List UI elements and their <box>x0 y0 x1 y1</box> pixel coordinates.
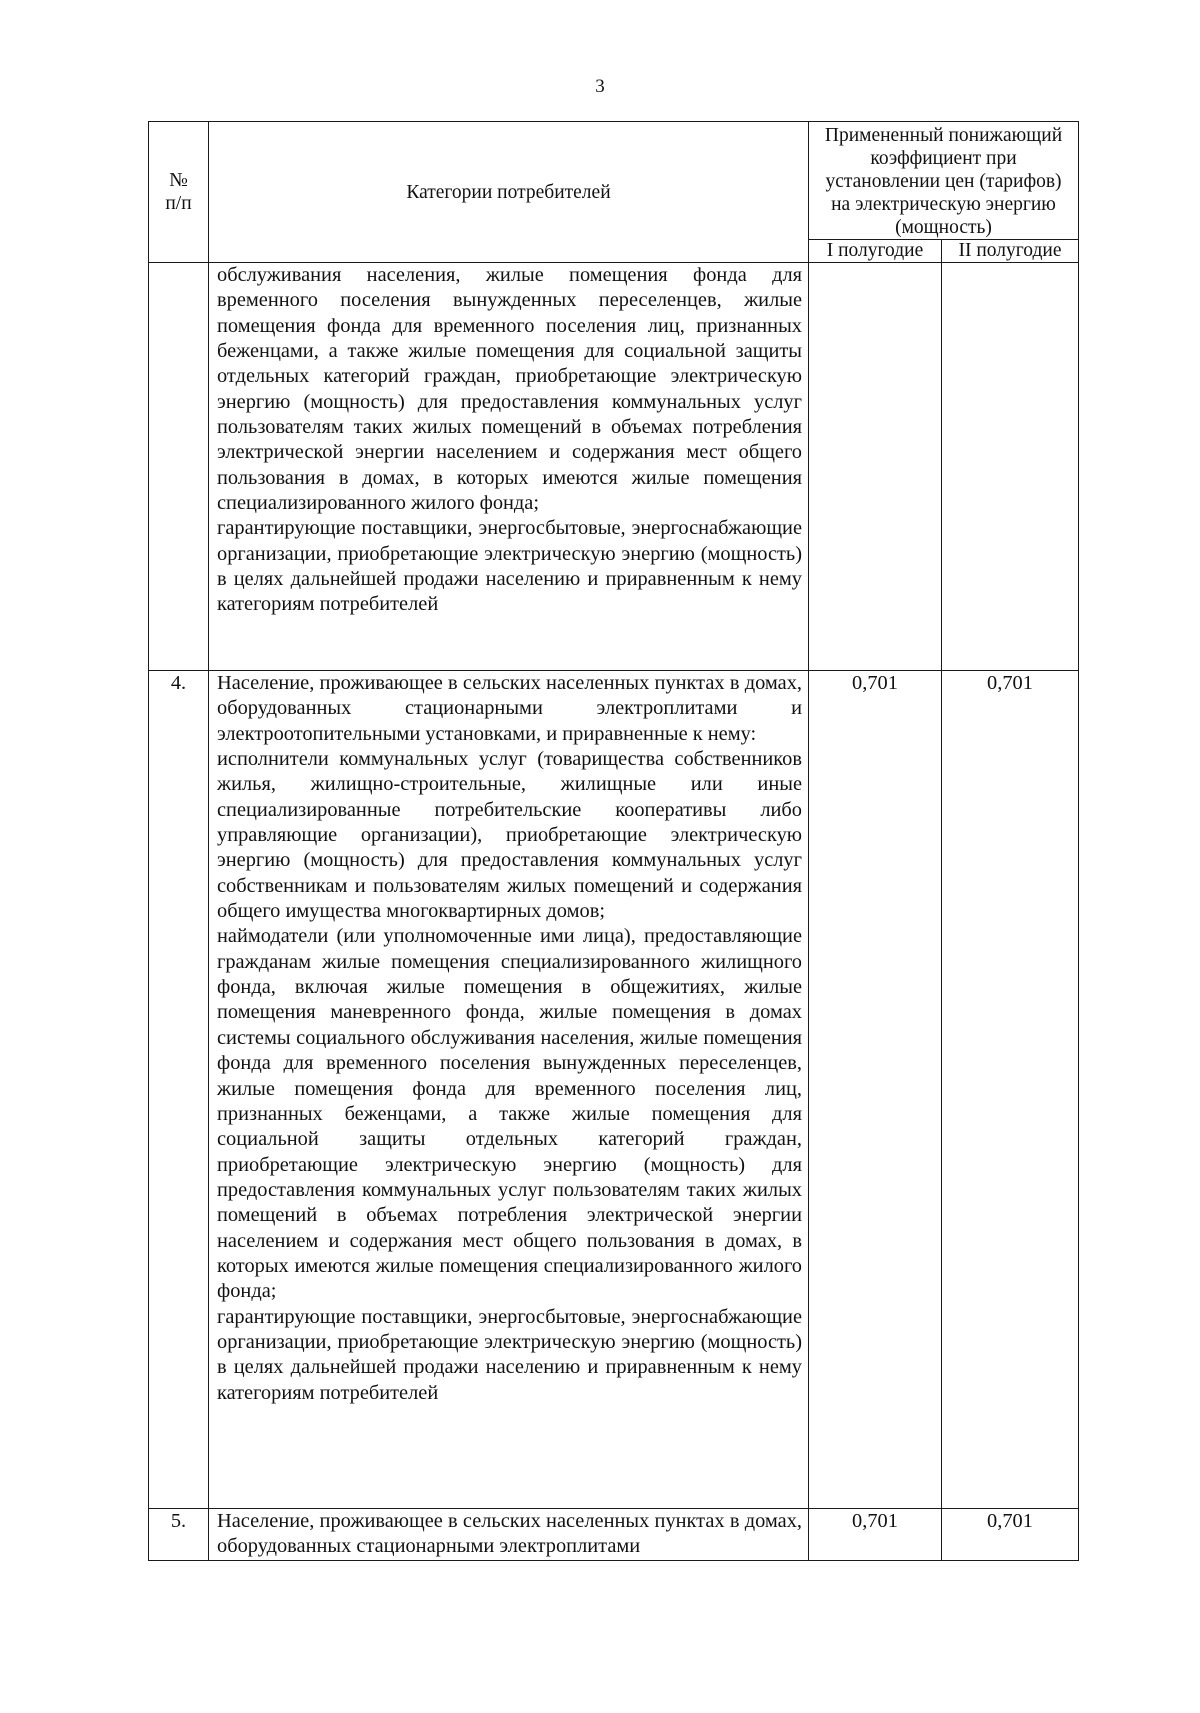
row-number <box>149 263 209 671</box>
row-number: 5. <box>149 1509 209 1561</box>
row-half2-value <box>942 263 1079 671</box>
header-half2: II полугодие <box>942 240 1079 263</box>
header-row <box>149 122 1079 240</box>
row-number: 4. <box>149 671 209 1509</box>
category-paragraph: исполнители коммунальных услуг (товарищества собственников жилья, жилищно-строительные, жилищные или иные специализированные потребительские кооперативы либо управляющие организации), приобретающие электрическую энергию (мощность) для предоставления коммунальных услуг собственникам и пользователям жилых помещений и содержания общего имущества многоквартирных домов; <box>217 748 802 923</box>
row-half1-value <box>809 263 942 671</box>
table-row <box>149 263 1079 671</box>
header-number-abbr: п/п <box>165 193 192 214</box>
row-category <box>209 263 809 671</box>
category-paragraph: гарантирующие поставщики, энергосбытовые, энергоснабжающие организации, приобретающие электрическую энергию (мощность) в целях дальнейшей продажи населению и приравненным к нему категориям потребителей <box>217 1305 802 1404</box>
row-category <box>209 1509 809 1561</box>
header-coefficient-line: Примененный понижающий <box>824 125 1063 146</box>
row-half1-value: 0,701 <box>809 671 942 1509</box>
header-coefficient-line: коэффициент при <box>870 148 1017 169</box>
header-number-cell <box>149 122 209 263</box>
header-coefficient-line: (мощность) <box>895 217 992 238</box>
category-paragraph: Население, проживающее в сельских населенных пунктах в домах, оборудованных стационарными электроплитами и электроотопительными установками, и приравненные к нему: <box>217 672 802 745</box>
header-category-cell <box>209 122 809 263</box>
row-half1-value: 0,701 <box>809 1509 942 1561</box>
table-row <box>149 671 1079 1509</box>
header-coefficient-line: на электрическую энергию <box>831 194 1056 215</box>
category-paragraph: Население, проживающее в сельских населенных пунктах в домах, оборудованных стационарными электроплитами <box>217 1510 802 1558</box>
category-paragraph: обслуживания населения, жилые помещения фонда для временного поселения вынужденных переселенцев, жилые помещения фонда для временного поселения лиц, признанных беженцами, а также жилые помещения для социальной защиты отдельных категорий граждан, приобретающие электрическую энергию (мощность) для предоставления коммунальных услуг пользователям таких жилых помещений в объемах потребления электрической энергии населением и содержания мест общего пользования в домах, в которых имеются жилые помещения специализированного жилого фонда; <box>217 264 802 515</box>
coefficients-table <box>148 121 1079 1561</box>
page-number: 3 <box>595 76 605 97</box>
header-coefficient-cell <box>809 122 1079 240</box>
header-number-symbol: № <box>169 170 188 191</box>
row-half2-value: 0,701 <box>942 671 1079 1509</box>
category-paragraph: наймодатели (или уполномоченные ими лица), предоставляющие гражданам жилые помещения специализированного жилищного фонда, включая жилые помещения в общежитиях, жилые помещения маневренного фонда, жилые помещения в домах системы социального обслуживания населения, жилые помещения фонда для временного поселения вынужденных переселенцев, жилые помещения фонда для временного поселения лиц, признанных беженцами, а также жилые помещения для социальной защиты отдельных категорий граждан, приобретающие электрическую энергию (мощность) для предоставления коммунальных услуг пользователям таких жилых помещений в объемах потребления электрической энергии населением и содержания мест общего пользования в домах, в которых имеются жилые помещения специализированного жилого фонда; <box>217 925 802 1303</box>
header-half1: I полугодие <box>809 240 942 263</box>
row-half2-value: 0,701 <box>942 1509 1079 1561</box>
header-category-label: Категории потребителей <box>406 181 611 203</box>
header-coefficient-line: установлении цен (тарифов) <box>825 171 1062 192</box>
row-category <box>209 671 809 1509</box>
table-row <box>149 1509 1079 1561</box>
category-paragraph: гарантирующие поставщики, энергосбытовые, энергоснабжающие организации, приобретающие электрическую энергию (мощность) в целях дальнейшей продажи населению и приравненным к нему категориям потребителей <box>217 517 802 616</box>
